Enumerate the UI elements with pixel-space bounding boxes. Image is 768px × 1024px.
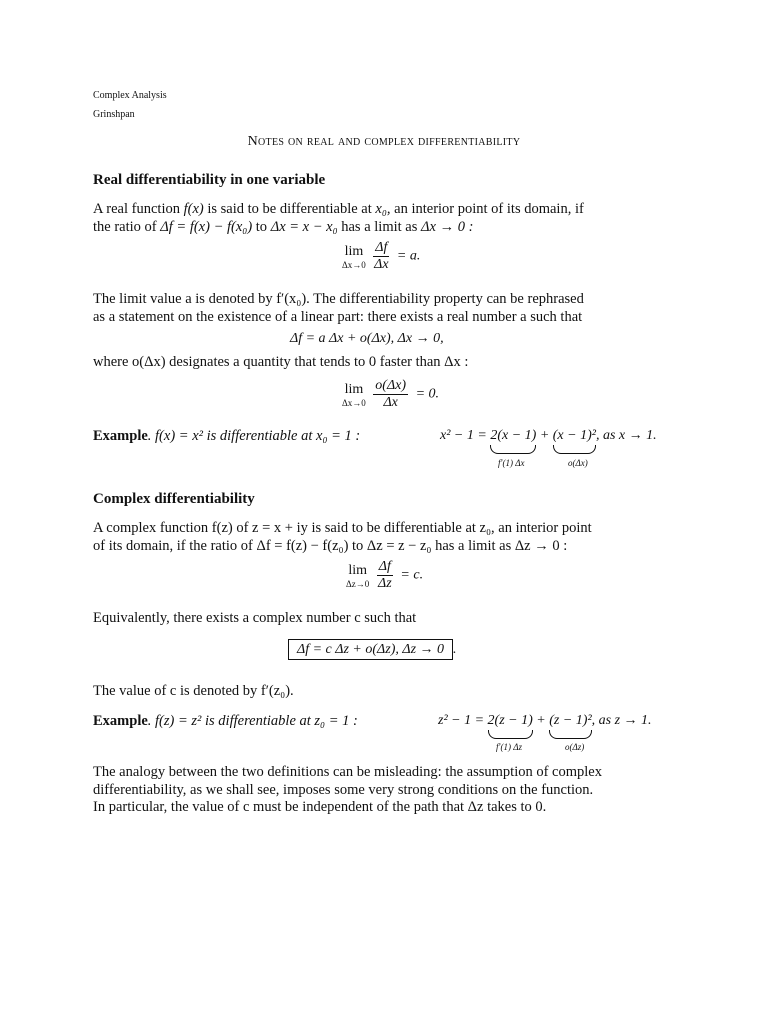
boxed-equation: Δf = c Δz + o(Δz), Δz → 0 <box>288 639 453 660</box>
eq-part: (z − 1)² <box>549 713 592 728</box>
underbrace <box>488 730 533 739</box>
text-line: The limit value a is denoted by f′(x₀). The differentiability property can be rephrased <box>93 291 584 307</box>
denominator: Δx <box>374 257 389 272</box>
equation-rhs: = a. <box>396 248 421 264</box>
eq-part: z² − 1 = <box>438 713 485 728</box>
lim-text: lim <box>348 562 367 578</box>
denominator: Δx <box>383 395 398 410</box>
fraction <box>377 559 393 592</box>
example-complex <box>93 713 433 731</box>
example-real-equation <box>440 428 657 444</box>
equation-rhs: = c. <box>400 567 424 583</box>
math-inline: x₀, <box>375 201 391 217</box>
math-inline: Δf = f(x) − f(x₀) <box>160 218 253 235</box>
paragraph-value-c: The value of c is denoted by f′(z₀). <box>93 683 294 699</box>
lim-subscript: Δx→0 <box>342 259 366 270</box>
equation-boxed: Δf = c Δz + o(Δz), Δz → 0 . <box>288 642 457 658</box>
text-line: of its domain, if the ratio of Δf = f(z) − f(z₀) to Δz = z − z₀ has a limit as Δz → 0 : <box>93 537 568 554</box>
example-text: . f(x) = x² is differentiable at x₀ = 1 : <box>147 428 361 444</box>
eq-part: 2(z − 1) <box>487 713 533 728</box>
eq-part: 2(x − 1) <box>490 428 537 443</box>
math-inline: Δx = x − x₀ <box>270 218 338 235</box>
equation-complex-limit <box>346 559 423 592</box>
underbrace-term-2 <box>553 428 596 444</box>
eq-part: + <box>536 713 546 728</box>
section-heading-real: Real differentiability in one variable <box>93 172 326 188</box>
section-heading-complex: Complex differentiability <box>93 491 255 507</box>
math-inline: f(x) <box>183 201 204 217</box>
limit-operator <box>342 382 366 408</box>
author-name: Grinshpan <box>93 109 135 120</box>
underbrace-label: f′(1) Δx <box>498 458 525 468</box>
underbrace-label: o(Δz) <box>565 742 585 752</box>
equation-linear-part: Δf = a Δx + o(Δx), Δx → 0, <box>290 331 444 346</box>
underbrace-term-1 <box>488 713 533 729</box>
underbrace-label: f′(1) Δz <box>496 742 522 752</box>
underbrace-term-2 <box>549 713 591 729</box>
underbrace-term-1 <box>490 428 536 444</box>
paragraph-o-notation: where o(Δx) designates a quantity that tends to 0 faster than Δx : <box>93 354 469 370</box>
text-fragment: to <box>255 218 268 235</box>
fraction <box>373 378 408 411</box>
eq-part: x² − 1 = <box>440 428 487 443</box>
text-fragment: A real function <box>93 201 180 217</box>
paragraph-real-definition <box>93 201 698 236</box>
course-name: Complex Analysis <box>93 90 167 101</box>
paragraph-equivalently: Equivalently, there exists a complex number c such that <box>93 610 417 626</box>
eq-part: (x − 1)² <box>552 428 596 443</box>
example-label: Example <box>93 713 148 729</box>
underbrace <box>549 730 591 739</box>
text-line: A complex function f(z) of z = x + iy is said to be differentiable at z₀, an interior point <box>93 520 592 536</box>
text-line: The analogy between the two definitions can be misleading: the assumption of complex <box>93 764 602 780</box>
lim-subscript: Δx→0 <box>342 397 366 408</box>
equation-rhs: = 0. <box>415 386 440 402</box>
paragraph-analogy <box>93 764 698 817</box>
paragraph-complex-definition <box>93 520 698 555</box>
example-complex-equation <box>438 713 652 729</box>
text-line: differentiability, as we shall see, imposes some very strong conditions on the function. <box>93 781 594 798</box>
fraction <box>373 240 389 273</box>
equation-real-limit <box>342 240 420 273</box>
text-line: as a statement on the existence of a linear part: there exists a real number a such that <box>93 308 583 325</box>
eq-part: , as z → 1. <box>591 713 652 728</box>
page-title: Notes on real and complex differentiability <box>247 134 521 149</box>
text-fragment: has a limit as <box>341 218 418 235</box>
math-inline: Δx → 0 : <box>421 218 474 235</box>
underbrace <box>490 445 536 454</box>
paragraph-limit-value <box>93 291 698 326</box>
example-text: . f(z) = z² is differentiable at z₀ = 1 : <box>147 713 358 729</box>
numerator: o(Δx) <box>375 378 407 393</box>
example-label: Example <box>93 428 148 444</box>
eq-part: + <box>539 428 550 443</box>
lim-text: lim <box>344 243 364 259</box>
text-fragment: an interior point of its domain, if <box>394 201 584 217</box>
lim-subscript: Δz→0 <box>346 578 370 589</box>
limit-operator <box>346 563 369 589</box>
text-fragment: the ratio of <box>93 218 157 235</box>
underbrace-label: o(Δx) <box>568 458 588 468</box>
text-line: In particular, the value of c must be independent of the path that Δz takes to 0. <box>93 799 547 815</box>
equation-o-limit <box>342 378 439 411</box>
denominator: Δz <box>378 576 392 591</box>
limit-operator <box>342 244 366 270</box>
numerator: Δf <box>375 240 388 255</box>
example-real <box>93 428 433 446</box>
numerator: Δf <box>378 559 391 574</box>
eq-part: , as x → 1. <box>595 428 657 443</box>
text-fragment: is said to be differentiable at <box>207 201 372 217</box>
underbrace <box>553 445 596 454</box>
lim-text: lim <box>344 381 364 397</box>
